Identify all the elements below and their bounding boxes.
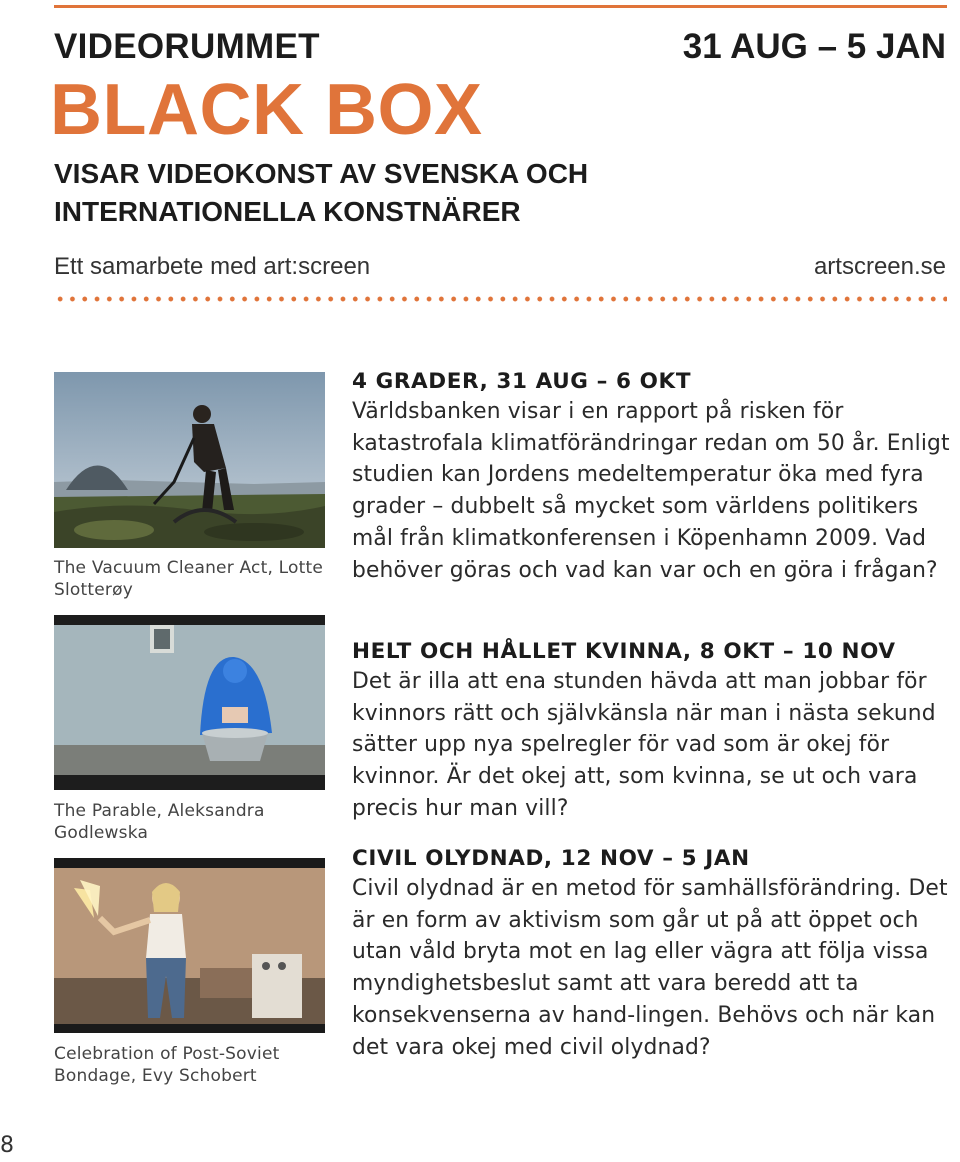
collaboration-note: Ett samarbete med art:screen [54, 253, 371, 280]
article-4-grader [352, 368, 952, 586]
vacuum-cleaner-act-image [54, 372, 325, 548]
page-title: BLACK BOX [50, 70, 483, 150]
article-body: Civil olydnad är en metod för samhällsförändring. Det är en form av aktivism som går ut på att öppet och utan våld bryta mot en lag eller vägra att följa vissa myndighetsbeslut samt att vara beredd att ta konsekvenserna av hand-lingen. Behövs och när kan det vara okej med civil olydnad? [352, 876, 948, 1060]
article-heading: CIVIL OLYDNAD, 12 NOV – 5 JAN [352, 846, 750, 871]
page-number: 8 [0, 1133, 14, 1158]
website-link[interactable]: artscreen.se [813, 253, 946, 280]
date-range: 31 AUG – 5 JAN [682, 27, 946, 66]
article-helt-och-hallet-kvinna [352, 638, 952, 825]
dotted-divider [54, 296, 947, 302]
image-caption-1: The Vacuum Cleaner Act, Lotte Slotterøy [54, 558, 324, 600]
article-body: Världsbanken visar i en rapport på risken för katastrofala klimatförändringar redan om 50 år. Enligt studien kan Jordens medeltemperatur öka med fyra grader – dubbelt så mycket som världens politikers mål från klimatkonferensen i Köpenhamn 2009. Vad behöver göras och vad kan var och en göra i frågan? [352, 399, 950, 583]
page-subtitle: VISAR VIDEOKONST AV SVENSKA OCH INTERNATIONELLA KONSTNÄRER [54, 158, 589, 227]
article-heading: 4 GRADER, 31 AUG – 6 OKT [352, 369, 692, 394]
article-heading: HELT OCH HÅLLET KVINNA, 8 OKT – 10 NOV [352, 639, 896, 664]
celebration-post-soviet-bondage-image [54, 858, 325, 1033]
the-parable-image [54, 615, 325, 790]
top-rule [54, 5, 947, 8]
image-caption-2: The Parable, Aleksandra Godlewska [54, 801, 265, 843]
section-kicker: VIDEORUMMET [54, 27, 320, 66]
article-civil-olydnad [352, 845, 952, 1063]
image-caption-3: Celebration of Post-Soviet Bondage, Evy Schobert [54, 1044, 280, 1086]
article-body: Det är illa att ena stunden hävda att man jobbar för kvinnors rätt och självkänsla när man i nästa sekund sätter upp nya spelregler för vad som är okej för kvinnor. Är det okej att, som kvinna, se ut och vara precis hur man vill? [352, 669, 936, 821]
